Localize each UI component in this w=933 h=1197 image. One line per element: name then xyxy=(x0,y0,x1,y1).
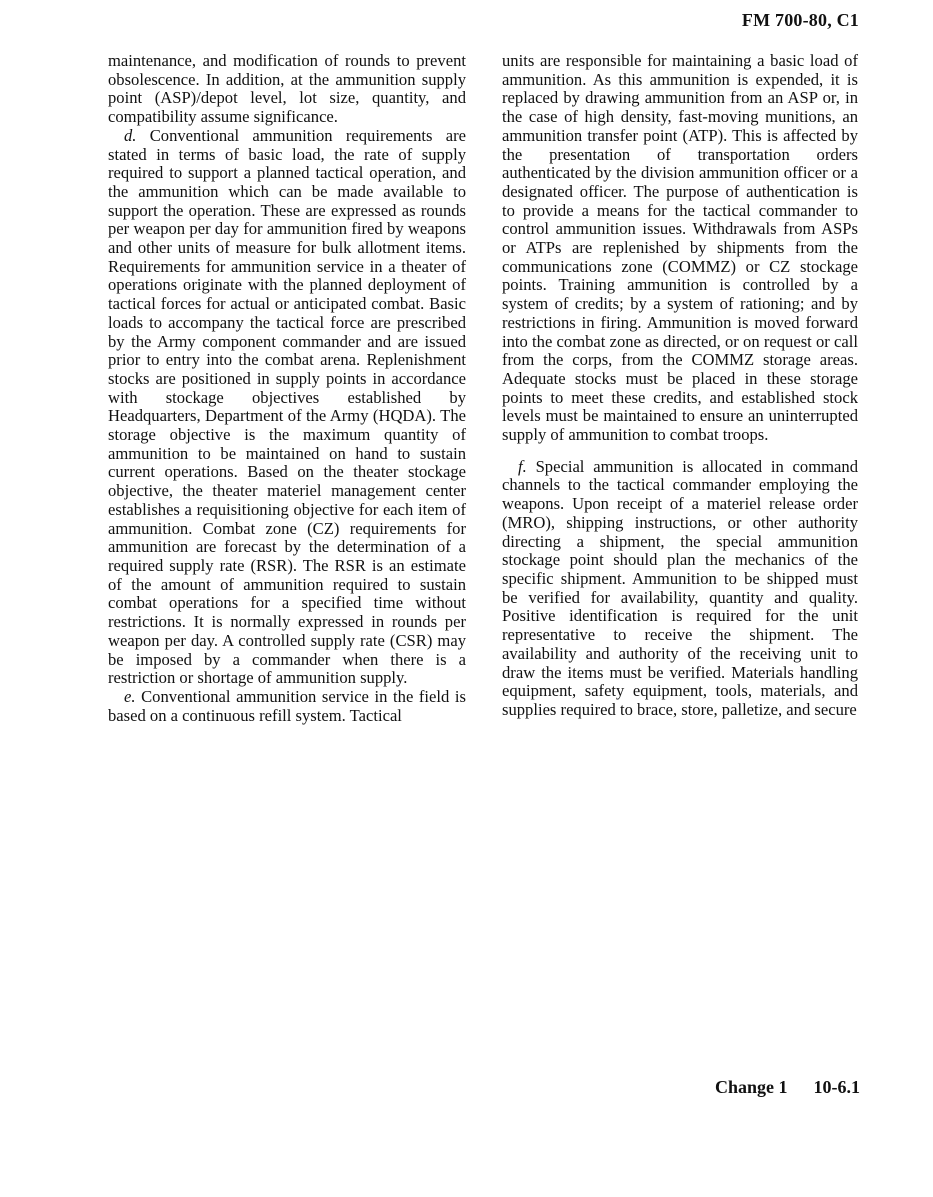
paragraph-f-text: Special ammunition is allocated in command channels to the tactical commander employing the weapons. Upon receipt of a materiel release order (MRO), shipping instructions, or other authority directing a shipment, the special ammunition stockage point should plan the mechanics of the specific shipment. Ammunition to be shipped must be verified for availability, quantity and quality. Positive identification is required for the unit representative to receive the shipment. The availability and authority of the receiving unit to draw the items must be verified. Materials handling equipment, safety equipment, tools, materials, and supplies required to brace, store, palletize, and secure xyxy=(502,456,858,719)
page-footer xyxy=(715,1077,860,1098)
left-text-column xyxy=(108,52,466,725)
paragraph-f xyxy=(502,458,858,720)
paragraph-d-letter: d. xyxy=(124,125,137,145)
paragraph-e-continuation: units are responsible for maintaining a basic load of ammunition. As this ammunition is expended, it is replaced by drawing ammunition from an ASP or, in the case of high density, fast-moving munitions, an ammunition transfer point (ATP). This is affected by the presentation of transportation orders authenticated by the division ammunition officer or a designated officer. The purpose of authentication is to provide a means for the tactical commander to control ammunition issues. Withdrawals from ASPs or ATPs are replenished by shipments from the communications zone (COMMZ) or CZ stockage points. Training ammunition is controlled by a system of credits; by a system of rationing; and by restrictions in firing. Ammunition is moved forward into the combat zone as directed, or on request or call from the corps, from the COMMZ storage areas. Adequate stocks must be placed in these storage points to meet these credits, and established stock levels must be maintained to ensure an uninterrupted supply of ammunition to combat troops. xyxy=(502,51,858,445)
paragraph-c-continuation: maintenance, and modification of rounds to prevent obsolescence. In addition, at the ammunition supply point (ASP)/depot level, lot size, quantity, and compatibility assume significance. xyxy=(108,51,466,127)
page-number: 10-6.1 xyxy=(813,1077,861,1097)
paragraph-e xyxy=(108,688,466,725)
change-label: Change 1 xyxy=(715,1077,788,1097)
paragraph-e-letter: e. xyxy=(124,686,136,706)
document-id-header: FM 700-80, C1 xyxy=(741,10,859,30)
paragraph-f-letter: f. xyxy=(518,456,527,476)
paragraph-e-text: Conventional ammunition service in the field is based on a continuous refill system. Tactical xyxy=(108,686,466,725)
right-text-column xyxy=(502,52,858,720)
paragraph-d-text: Conventional ammunition requirements are stated in terms of basic load, the rate of supply required to support a planned tactical operation, and the ammunition which can be made available to support the operation. These are expressed as rounds per weapon per day for ammunition fired by weapons and other units of measure for bulk allotment items. Requirements for ammunition service in a theater of operations originate with the planned deployment of tactical forces for actual or anticipated combat. Basic loads to accompany the tactical force are prescribed by the Army component commander and are issued prior to entry into the combat arena. Replenishment stocks are positioned in supply points in accordance with stockage objectives established by Headquarters, Department of the Army (HQDA). The storage objective is the maximum quantity of ammunition to be maintained on hand to sustain current operations. Based on the theater stockage objective, the theater materiel management center establishes a requisitioning objective for each item of ammunition. Combat zone (CZ) requirements for ammunition are forecast by the determination of a required supply rate (RSR). The RSR is an estimate of the amount of ammunition required to sustain combat operations for a specified time without restrictions. It is normally expressed in rounds per weapon per day. A controlled supply rate (CSR) may be imposed by a commander when there is a restriction or shortage of ammunition supply. xyxy=(108,125,466,688)
paragraph-d xyxy=(108,127,466,688)
